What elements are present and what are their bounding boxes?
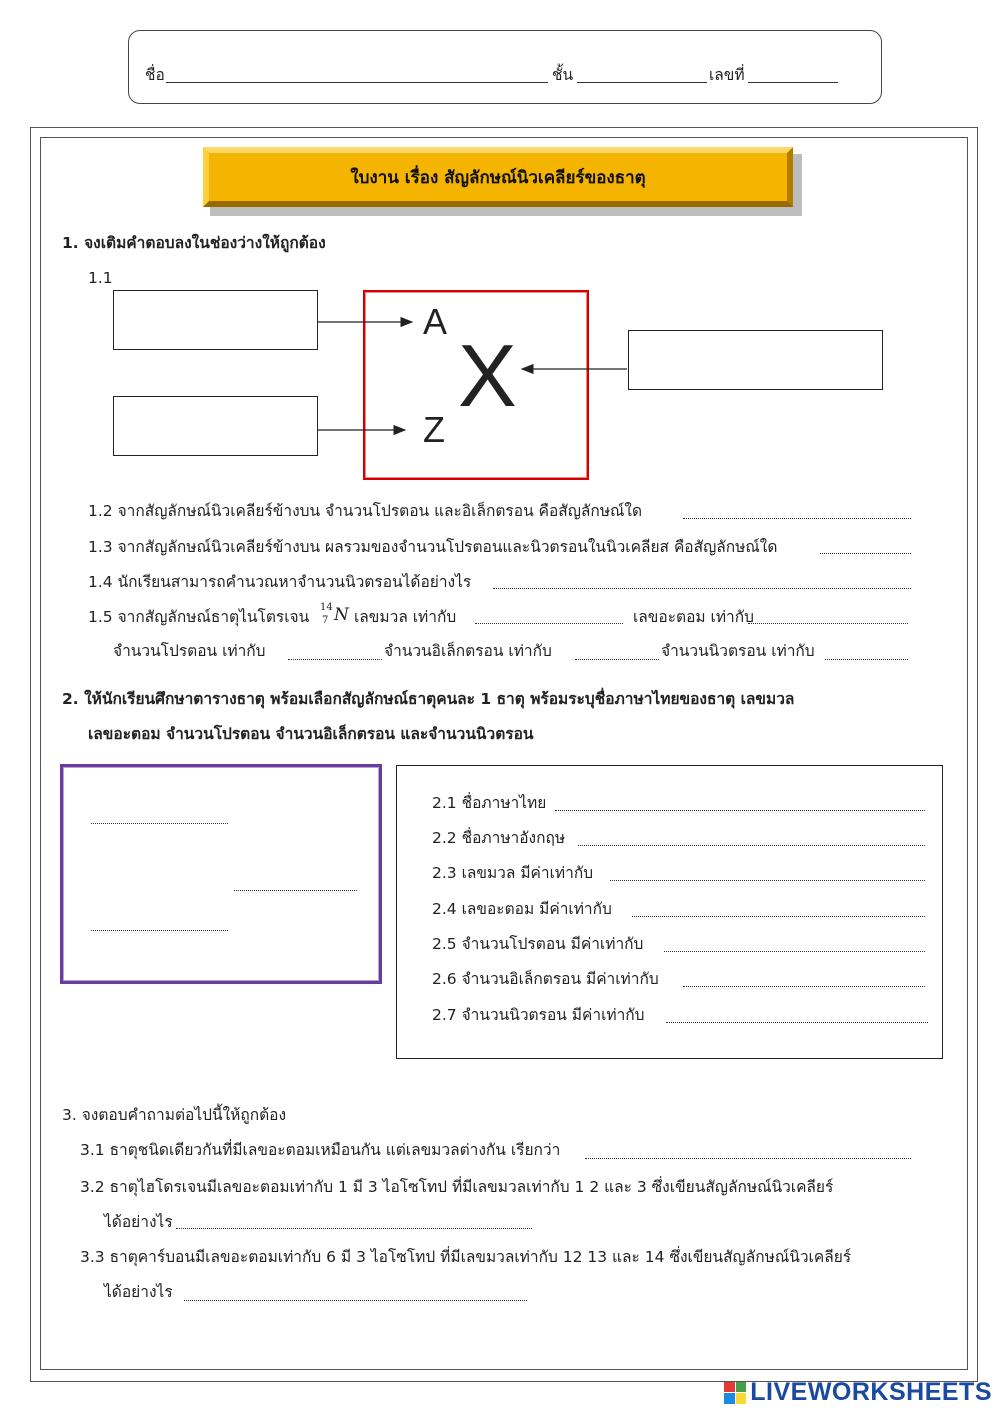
q1-3-answer[interactable]: [820, 553, 911, 554]
q1-4-text: 1.4 นักเรียนสามารถคำนวณหาจำนวนนิวตรอนได้อย่างไร: [88, 573, 472, 591]
symbol-mass-letter: A: [423, 301, 448, 342]
q1-5-electrons-answer[interactable]: [575, 659, 659, 660]
q2-3-text: 2.3 เลขมวล มีค่าเท่ากับ: [432, 864, 594, 882]
nitrogen-symbol: N: [334, 605, 349, 625]
nitrogen-mass: 14: [320, 602, 333, 613]
q3-3-text-line1: 3.3 ธาตุคาร์บอนมีเลขอะตอมเท่ากับ 6 มี 3 ไอโซโทป ที่มีเลขมวลเท่ากับ 12 13 และ 14 ซึ่งเขียนสัญลักษณ์นิวเคลียร์: [80, 1248, 852, 1266]
q1-1-label: 1.1: [88, 269, 113, 287]
q1-5-atomic-answer[interactable]: [748, 623, 908, 624]
section3-heading: 3. จงตอบคำถามต่อไปนี้ให้ถูกต้อง: [62, 1106, 287, 1124]
symbol-atomic-letter: Z: [423, 409, 445, 450]
q1-5-protons-label: จำนวนโปรตอน เท่ากับ: [113, 642, 266, 660]
q1-5-neutrons-label: จำนวนนิวตรอน เท่ากับ: [661, 642, 815, 660]
section2-heading-line2: เลขอะตอม จำนวนโปรตอน จำนวนอิเล็กตรอน และจำนวนนิวตรอน: [88, 725, 534, 743]
class-label: ชั้น: [552, 66, 574, 84]
q1-5-protons-answer[interactable]: [288, 659, 382, 660]
q1-5-mass-label: เลขมวล เท่ากับ: [354, 608, 457, 626]
q3-3-text-line2: ได้อย่างไร: [104, 1283, 173, 1301]
q2-2-answer[interactable]: [578, 845, 925, 846]
section1-heading: 1. จงเติมคำตอบลงในช่องว่างให้ถูกต้อง: [62, 234, 326, 252]
brand-text: LIVEWORKSHEETS: [750, 1378, 992, 1406]
section2-heading-line1: 2. ให้นักเรียนศึกษาตารางธาตุ พร้อมเลือกสัญลักษณ์ธาตุคนละ 1 ธาตุ พร้อมระบุชื่อภาษาไทยของธาตุ เลขมวล: [62, 690, 795, 708]
q2-4-answer[interactable]: [632, 916, 925, 917]
q3-2-text-line1: 3.2 ธาตุไฮโดรเจนมีเลขอะตอมเท่ากับ 1 มี 3 ไอโซโทป ที่มีเลขมวลเท่ากับ 1 2 และ 3 ซึ่งเขียนสัญลักษณ์นิวเคลียร์: [80, 1178, 834, 1196]
q1-5-prefix: 1.5 จากสัญลักษณ์ธาตุไนโตรเจน: [88, 608, 310, 626]
number-label: เลขที่: [709, 66, 745, 84]
q3-2-answer[interactable]: [176, 1228, 532, 1229]
liveworksheets-logo: [724, 1378, 992, 1407]
element-card-box: [60, 764, 382, 984]
q2-1-answer[interactable]: [555, 810, 925, 811]
element-card-symbol-answer[interactable]: [234, 890, 357, 891]
name-label: ชื่อ: [145, 66, 165, 84]
q2-6-answer[interactable]: [683, 986, 925, 987]
q1-2-answer[interactable]: [683, 518, 911, 519]
q3-1-answer[interactable]: [585, 1158, 911, 1159]
q1-5-atomic-label: เลขอะตอม เท่ากับ: [633, 608, 754, 626]
element-card-atomic-answer[interactable]: [91, 930, 228, 931]
q1-5-electrons-label: จำนวนอิเล็กตรอน เท่ากับ: [384, 642, 552, 660]
element-card-mass-answer[interactable]: [91, 823, 228, 824]
q2-4-text: 2.4 เลขอะตอม มีค่าเท่ากับ: [432, 900, 612, 918]
symbol-element-letter: X: [458, 326, 517, 425]
nitrogen-atomic: 7: [322, 615, 329, 626]
q2-6-text: 2.6 จำนวนอิเล็กตรอน มีค่าเท่ากับ: [432, 970, 659, 988]
q1-5-neutrons-answer[interactable]: [825, 659, 908, 660]
q2-3-answer[interactable]: [610, 880, 925, 881]
q3-2-text-line2: ได้อย่างไร: [104, 1213, 173, 1231]
q3-3-answer[interactable]: [184, 1300, 527, 1301]
q2-5-answer[interactable]: [664, 951, 925, 952]
q2-1-text: 2.1 ชื่อภาษาไทย: [432, 794, 547, 812]
q1-3-text: 1.3 จากสัญลักษณ์นิวเคลียร์ข้างบน ผลรวมของจำนวนโปรตอนและนิวตรอนในนิวเคลียส คือสัญลักษณ์ใด: [88, 538, 778, 556]
q2-5-text: 2.5 จำนวนโปรตอน มีค่าเท่ากับ: [432, 935, 644, 953]
q1-4-answer[interactable]: [493, 588, 911, 589]
worksheet-title: ใบงาน เรื่อง สัญลักษณ์นิวเคลียร์ของธาตุ: [203, 147, 793, 207]
q2-2-text: 2.2 ชื่อภาษาอังกฤษ: [432, 829, 566, 847]
brand-mark-icon: [724, 1382, 746, 1404]
q2-7-text: 2.7 จำนวนนิวตรอน มีค่าเท่ากับ: [432, 1006, 645, 1024]
q3-1-text: 3.1 ธาตุชนิดเดียวกันที่มีเลขอะตอมเหมือนกัน แต่เลขมวลต่างกัน เรียกว่า: [80, 1141, 561, 1159]
q1-5-mass-answer[interactable]: [475, 623, 623, 624]
q1-2-text: 1.2 จากสัญลักษณ์นิวเคลียร์ข้างบน จำนวนโปรตอน และอิเล็กตรอน คือสัญลักษณ์ใด: [88, 502, 643, 520]
q2-7-answer[interactable]: [666, 1022, 928, 1023]
